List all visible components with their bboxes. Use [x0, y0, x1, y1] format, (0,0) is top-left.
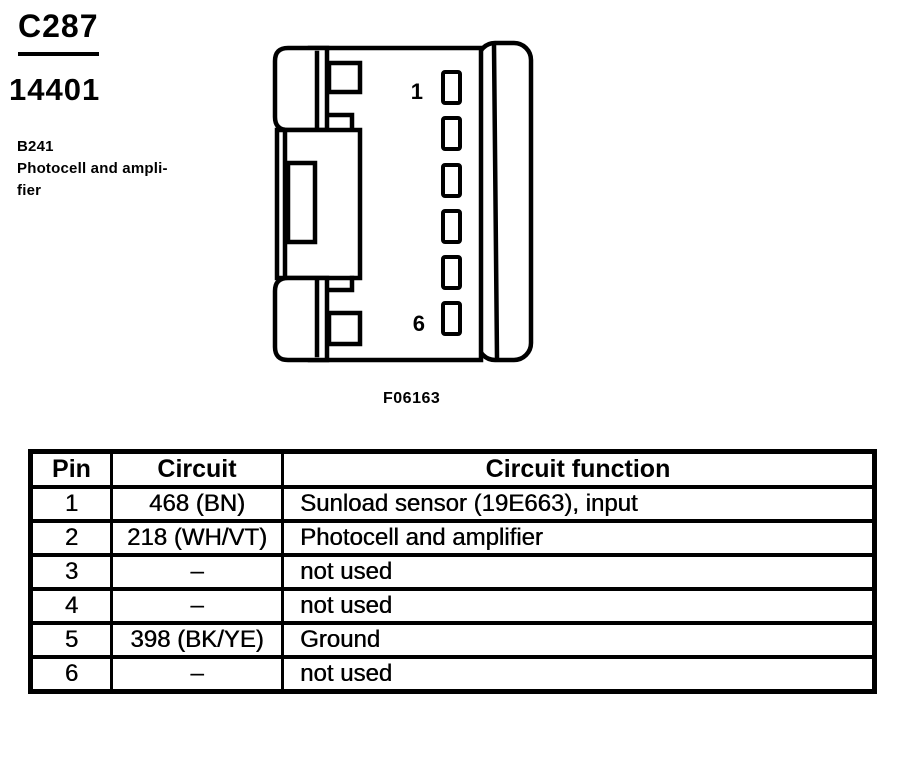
pin-cell: 1	[31, 487, 112, 521]
pin-slot-1	[443, 72, 460, 103]
connector-top-notch	[329, 63, 360, 92]
table-row	[31, 521, 875, 555]
part-number: 14401	[9, 72, 101, 107]
table-row	[31, 657, 875, 692]
function-cell: Sunload sensor (19E663), input	[283, 487, 875, 521]
circuit-cell: –	[112, 657, 283, 692]
pin-slot-6	[443, 303, 460, 334]
circuit-cell: 398 (BK/YE)	[112, 623, 283, 657]
connector-bottom-notch	[329, 313, 360, 344]
table-row	[31, 623, 875, 657]
function-cell: not used	[283, 657, 875, 692]
component-description	[17, 136, 168, 202]
pin-slot-3	[443, 165, 460, 196]
table-row	[31, 589, 875, 623]
pin-top-label: 1	[410, 79, 423, 104]
function-cell: not used	[283, 555, 875, 589]
pin-bottom-label: 6	[412, 311, 425, 336]
pin-slot-5	[443, 257, 460, 288]
table-row	[31, 487, 875, 521]
pin-table	[28, 449, 877, 694]
circuit-cell: 218 (WH/VT)	[112, 521, 283, 555]
pin-slot-4	[443, 211, 460, 242]
connector-id: C287	[18, 8, 99, 56]
table-header-row	[31, 452, 875, 488]
function-cell: Photocell and amplifier	[283, 521, 875, 555]
column-header-circuit: Circuit	[112, 452, 283, 488]
pin-cell: 4	[31, 589, 112, 623]
circuit-cell: 468 (BN)	[112, 487, 283, 521]
connector-latch-button	[288, 163, 315, 242]
circuit-cell: –	[112, 555, 283, 589]
table-row	[31, 555, 875, 589]
function-cell: not used	[283, 589, 875, 623]
pin-table-container	[28, 449, 877, 694]
pin-cell: 6	[31, 657, 112, 692]
connector-rim-line	[494, 45, 497, 358]
column-header-pin: Pin	[31, 452, 112, 488]
pin-cell: 5	[31, 623, 112, 657]
component-desc-line1: Photocell and ampli-	[17, 160, 168, 177]
component-desc-line2: fier	[17, 182, 42, 199]
function-cell: Ground	[283, 623, 875, 657]
figure-caption: F06163	[383, 390, 441, 407]
pin-cell: 2	[31, 521, 112, 555]
connector-diagram	[250, 35, 550, 370]
component-code: B241	[17, 138, 54, 155]
circuit-cell: –	[112, 589, 283, 623]
connector-rear-plate	[478, 43, 531, 360]
column-header-circuit-function: Circuit function	[283, 452, 875, 488]
pin-slot-2	[443, 118, 460, 149]
pin-cell: 3	[31, 555, 112, 589]
